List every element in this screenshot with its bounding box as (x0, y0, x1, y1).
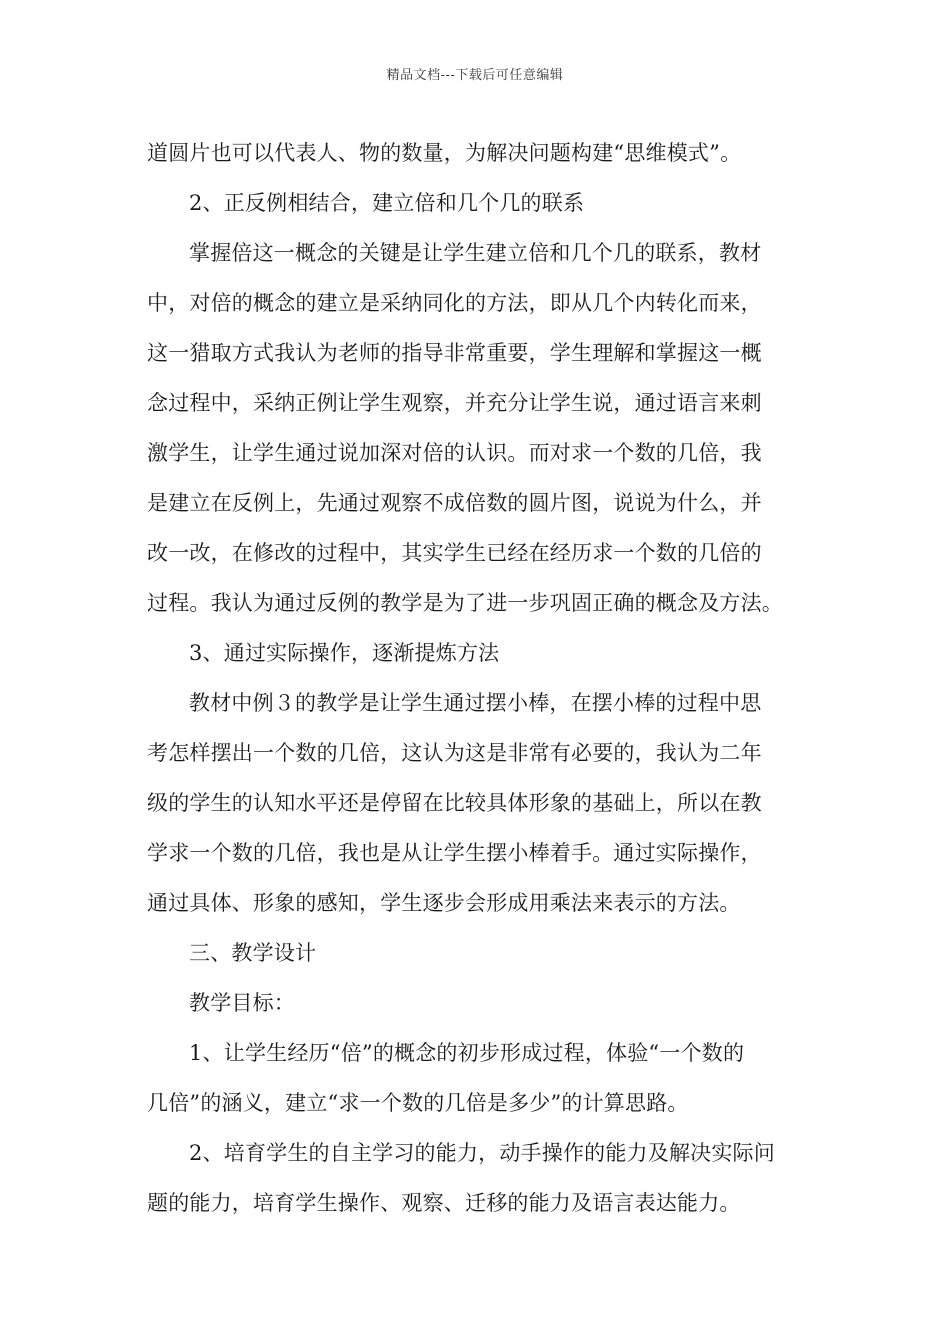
text-line: 学求一个数的几倍，我也是从让学生摆小棒着手。通过实际操作， (147, 841, 762, 865)
text-line: 几倍”的涵义，建立“求一个数的几倍是多少”的计算思路。 (147, 1091, 689, 1115)
text-line: 题的能力，培育学生操作、观察、迁移的能力及语言表达能力。 (147, 1191, 741, 1215)
text-line: 掌握倍这一概念的关键是让学生建立倍和几个几的联系，教材 (189, 241, 762, 265)
subsection-heading: 教学目标： (189, 991, 295, 1015)
text-line: 通过具体、形象的感知，学生逐步会形成用乘法来表示的方法。 (147, 891, 741, 915)
text-line: 是建立在反例上，先通过观察不成倍数的圆片图，说说为什么，并 (147, 491, 762, 515)
text-line: 教材中例３的教学是让学生通过摆小棒，在摆小棒的过程中思 (189, 691, 762, 715)
section-heading: 3、通过实际操作，逐渐提炼方法 (189, 641, 500, 665)
text-line: 2、培育学生的自主学习的能力，动手操作的能力及解决实际问 (189, 1141, 775, 1165)
text-line: 级的学生的认知水平还是停留在比较具体形象的基础上，所以在教 (147, 791, 762, 815)
text-line: 过程。我认为通过反例的教学是为了进一步巩固正确的概念及方法。 (147, 591, 783, 615)
document-body (147, 128, 805, 1228)
section-heading: 三、教学设计 (189, 941, 317, 965)
text-line: 道圆片也可以代表人、物的数量，为解决问题构建“思维模式”。 (147, 141, 742, 165)
section-heading: 2、正反例相结合，建立倍和几个几的联系 (189, 191, 585, 215)
text-line: 改一改，在修改的过程中，其实学生已经在经历求一个数的几倍的 (147, 541, 762, 565)
text-line: 1、让学生经历“倍”的概念的初步形成过程，体验“一个数的 (189, 1041, 745, 1065)
text-line: 中，对倍的概念的建立是采纳同化的方法，即从几个内转化而来， (147, 291, 762, 315)
text-line: 这一猎取方式我认为老师的指导非常重要，学生理解和掌握这一概 (147, 341, 762, 365)
page-header: 精品文档---下载后可任意编辑 (386, 68, 564, 83)
text-line: 念过程中，采纳正例让学生观察，并充分让学生说，通过语言来刺 (147, 391, 762, 415)
text-line: 考怎样摆出一个数的几倍，这认为这是非常有必要的，我认为二年 (147, 741, 762, 765)
text-line: 激学生，让学生通过说加深对倍的认识。而对求一个数的几倍，我 (147, 441, 762, 465)
